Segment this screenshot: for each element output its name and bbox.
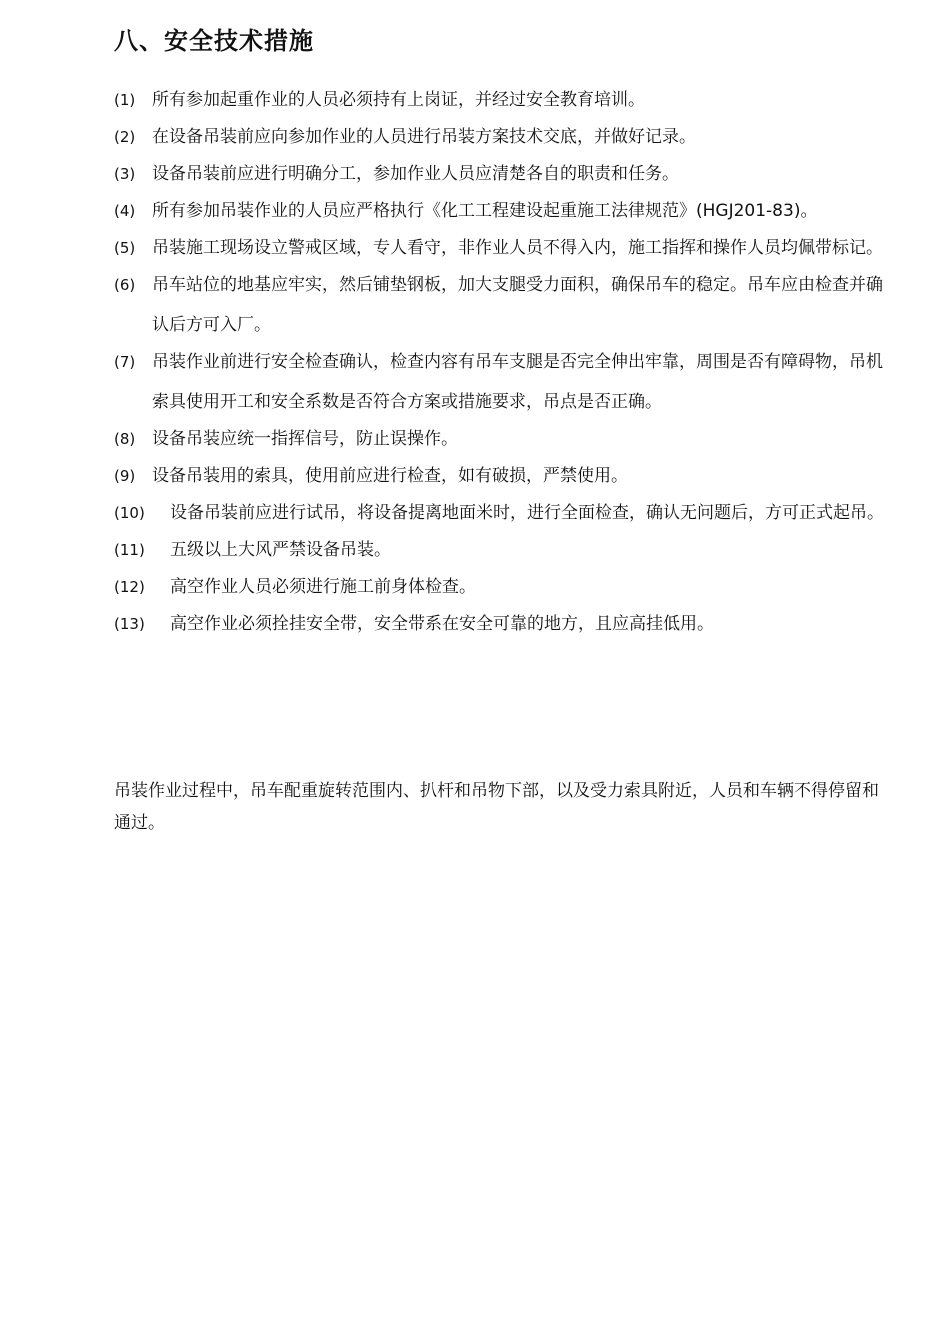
item-text: 设备吊装应统一指挥信号，防止误操作。 [152, 429, 458, 449]
item-number: (6) [114, 276, 136, 294]
item-number: (13) [114, 615, 145, 633]
measures-list [114, 80, 886, 641]
item-number: (3) [114, 165, 136, 183]
list-item [114, 419, 886, 459]
list-item [114, 493, 886, 533]
item-number: (9) [114, 467, 136, 485]
item-text: 高空作业必须拴挂安全带，安全带系在安全可靠的地方，且应高挂低用。 [170, 614, 714, 634]
list-item [114, 530, 886, 570]
item-text: 设备吊装用的索具，使用前应进行检查，如有破损，严禁使用。 [152, 466, 628, 486]
item-text: 所有参加吊装作业的人员应严格执行《化工工程建设起重施工法律规范》(HGJ201-83)。 [152, 201, 818, 221]
list-item [114, 456, 886, 496]
item-text: 吊装作业前进行安全检查确认，检查内容有吊车支腿是否完全伸出牢靠，周围是否有障碍物，吊机索具使用开工和安全系数是否符合方案或措施要求，吊点是否正确。 [152, 352, 883, 412]
list-item [114, 604, 886, 644]
item-text: 高空作业人员必须进行施工前身体检查。 [170, 577, 476, 597]
list-item [114, 228, 886, 268]
list-item [114, 117, 886, 157]
item-number: (1) [114, 91, 136, 109]
list-item [114, 80, 886, 120]
item-number: (10) [114, 504, 145, 522]
list-item [114, 265, 886, 345]
item-text: 设备吊装前应进行试吊，将设备提离地面米时，进行全面检查，确认无问题后，方可正式起吊。 [170, 503, 884, 523]
item-text: 在设备吊装前应向参加作业的人员进行吊装方案技术交底，并做好记录。 [152, 127, 696, 147]
list-item [114, 567, 886, 607]
item-number: (7) [114, 353, 136, 371]
item-number: (12) [114, 578, 145, 596]
item-text: 所有参加起重作业的人员必须持有上岗证，并经过安全教育培训。 [152, 90, 645, 110]
item-text: 五级以上大风严禁设备吊装。 [170, 540, 391, 560]
closing-paragraph: 吊装作业过程中，吊车配重旋转范围内、扒杆和吊物下部，以及受力索具附近，人员和车辆不得停留和通过。 [114, 781, 879, 833]
item-number: (5) [114, 239, 136, 257]
item-text: 设备吊装前应进行明确分工，参加作业人员应清楚各自的职责和任务。 [152, 164, 679, 184]
item-text: 吊车站位的地基应牢实，然后铺垫钢板，加大支腿受力面积，确保吊车的稳定。吊车应由检查并确认后方可入厂。 [152, 275, 883, 335]
item-number: (8) [114, 430, 136, 448]
list-item [114, 191, 886, 231]
item-number: (4) [114, 202, 136, 220]
list-item [114, 342, 886, 422]
list-item [114, 154, 886, 194]
item-number: (11) [114, 541, 145, 559]
section-heading: 八、安全技术措施 [114, 27, 314, 55]
item-number: (2) [114, 128, 136, 146]
item-text: 吊装施工现场设立警戒区域，专人看守，非作业人员不得入内，施工指挥和操作人员均佩带标记。 [152, 238, 883, 258]
